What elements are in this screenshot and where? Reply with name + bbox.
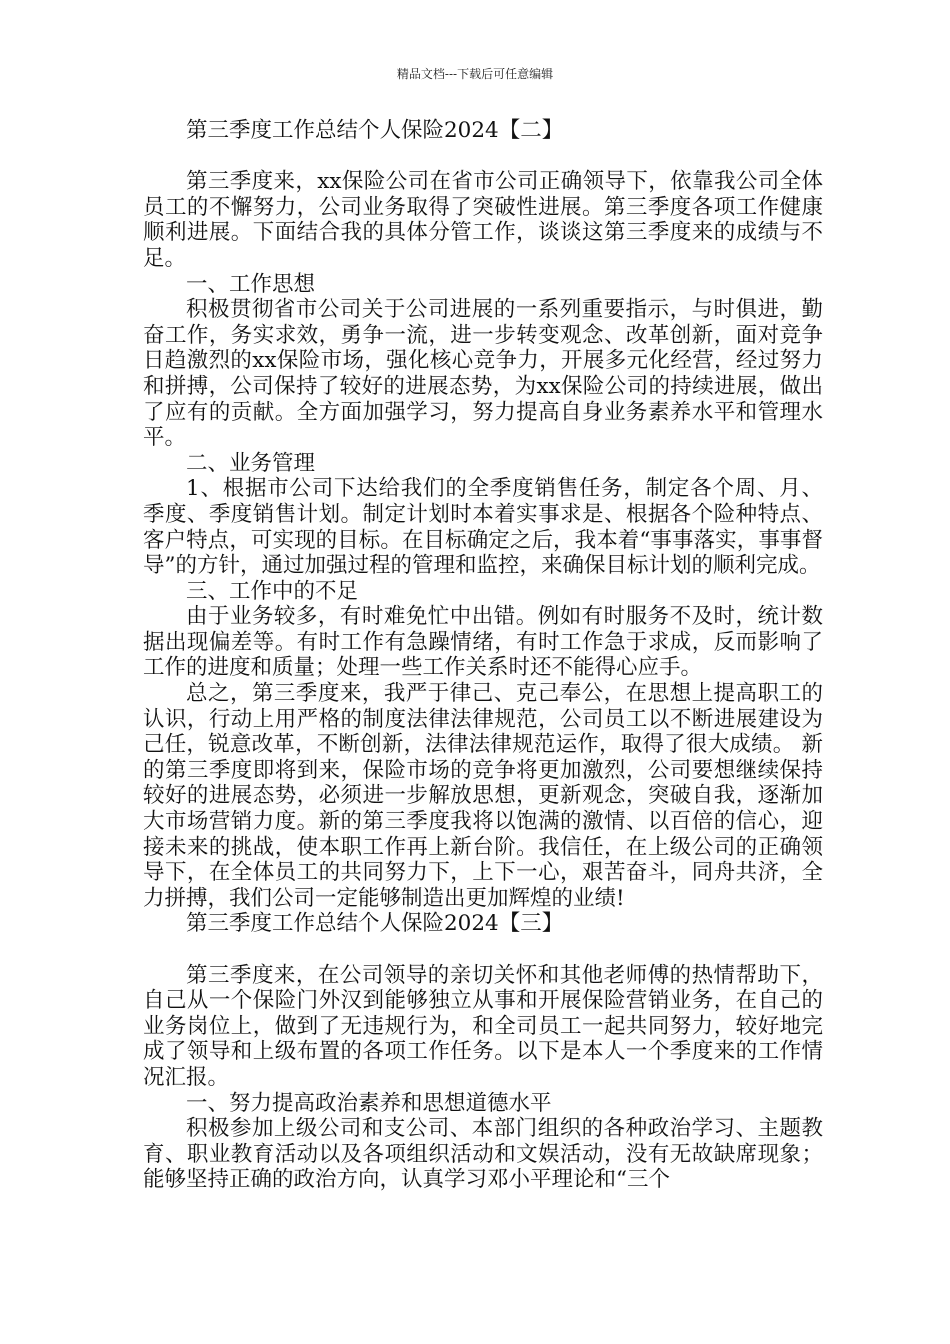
section-title-3: 第三季度工作总结个人保险2024【三】: [186, 911, 564, 937]
subheading: 二、业务管理: [186, 450, 316, 476]
paragraph: 积极贯彻省市公司关于公司进展的一系列重要指示，与时俱进，勤奋工作，务实求效，勇争一流，进一步转变观念、改革创新，面对竞争日趋激烈的xx保险市场，强化核心竞争力，开展多元化经营，经过努力和拼搏，公司保持了较好的进展态势，为xx保险公司的持续进展，做出了应有的贡献。全方面加强学习，努力提高自身业务素养水平和管理水平。: [143, 297, 823, 451]
paragraph: 第三季度来，xx保险公司在省市公司正确领导下，依靠我公司全体员工的不懈努力，公司业务取得了突破性进展。第三季度各项工作健康顺利进展。下面结合我的具体分管工作，谈谈这第三季度来的成绩与不足。: [143, 169, 823, 271]
page-header: 精品文档---下载后可任意编辑: [396, 67, 554, 81]
document-body: [143, 118, 823, 1193]
subheading: 一、工作思想: [186, 271, 316, 297]
paragraph: 第三季度来，在公司领导的亲切关怀和其他老师傅的热情帮助下，自己从一个保险门外汉到能够独立从事和开展保险营销业务，在自己的业务岗位上，做到了无违规行为，和全司员工一起共同努力，较好地完成了领导和上级布置的各项工作任务。以下是本人一个季度来的工作情况汇报。: [143, 962, 823, 1090]
paragraph: 由于业务较多，有时难免忙中出错。例如有时服务不及时，统计数据出现偏差等。有时工作有急躁情绪，有时工作急于求成，反而影响了工作的进度和质量；处理一些工作关系时还不能得心应手。: [143, 604, 823, 681]
paragraph: 总之，第三季度来，我严于律己、克己奉公，在思想上提高职工的认识，行动上用严格的制度法律法律规范，公司员工以不断进展建设为己任，锐意改革，不断创新，法律法律规范运作，取得了很大成绩。 新的第三季度即将到来，保险市场的竞争将更加激烈，公司要想继续保持较好的进展态势，必须进一步解放思想，更新观念，突破自我，逐渐加大市场营销力度。新的第三季度我将以饱满的激情、以百倍的信心，迎接未来的挑战，使本职工作再上新台阶。我信任，在上级公司的正确领导下，在全体员工的共同努力下，上下一心，艰苦奋斗，同舟共济，全力拼搏，我们公司一定能够制造出更加辉煌的业绩!: [143, 681, 823, 911]
paragraph: 积极参加上级公司和支公司、本部门组织的各种政治学习、主题教育、职业教育活动以及各项组织活动和文娱活动，没有无故缺席现象；能够坚持正确的政治方向，认真学习邓小平理论和“三个: [143, 1116, 823, 1193]
section-title-2: 第三季度工作总结个人保险2024【二】: [186, 118, 564, 143]
paragraph: 1、根据市公司下达给我们的全季度销售任务，制定各个周、月、季度、季度销售计划。制定计划时本着实事求是、根据各个险种特点、客户特点，可实现的目标。在目标确定之后，我本着“事事落实，事事督导”的方针，通过加强过程的管理和监控，来确保目标计划的顺利完成。: [143, 476, 823, 579]
blank-line: [143, 937, 823, 963]
blank-line: [143, 144, 823, 170]
subheading: 三、工作中的不足: [186, 578, 359, 604]
subheading: 一、努力提高政治素养和思想道德水平: [186, 1090, 552, 1116]
